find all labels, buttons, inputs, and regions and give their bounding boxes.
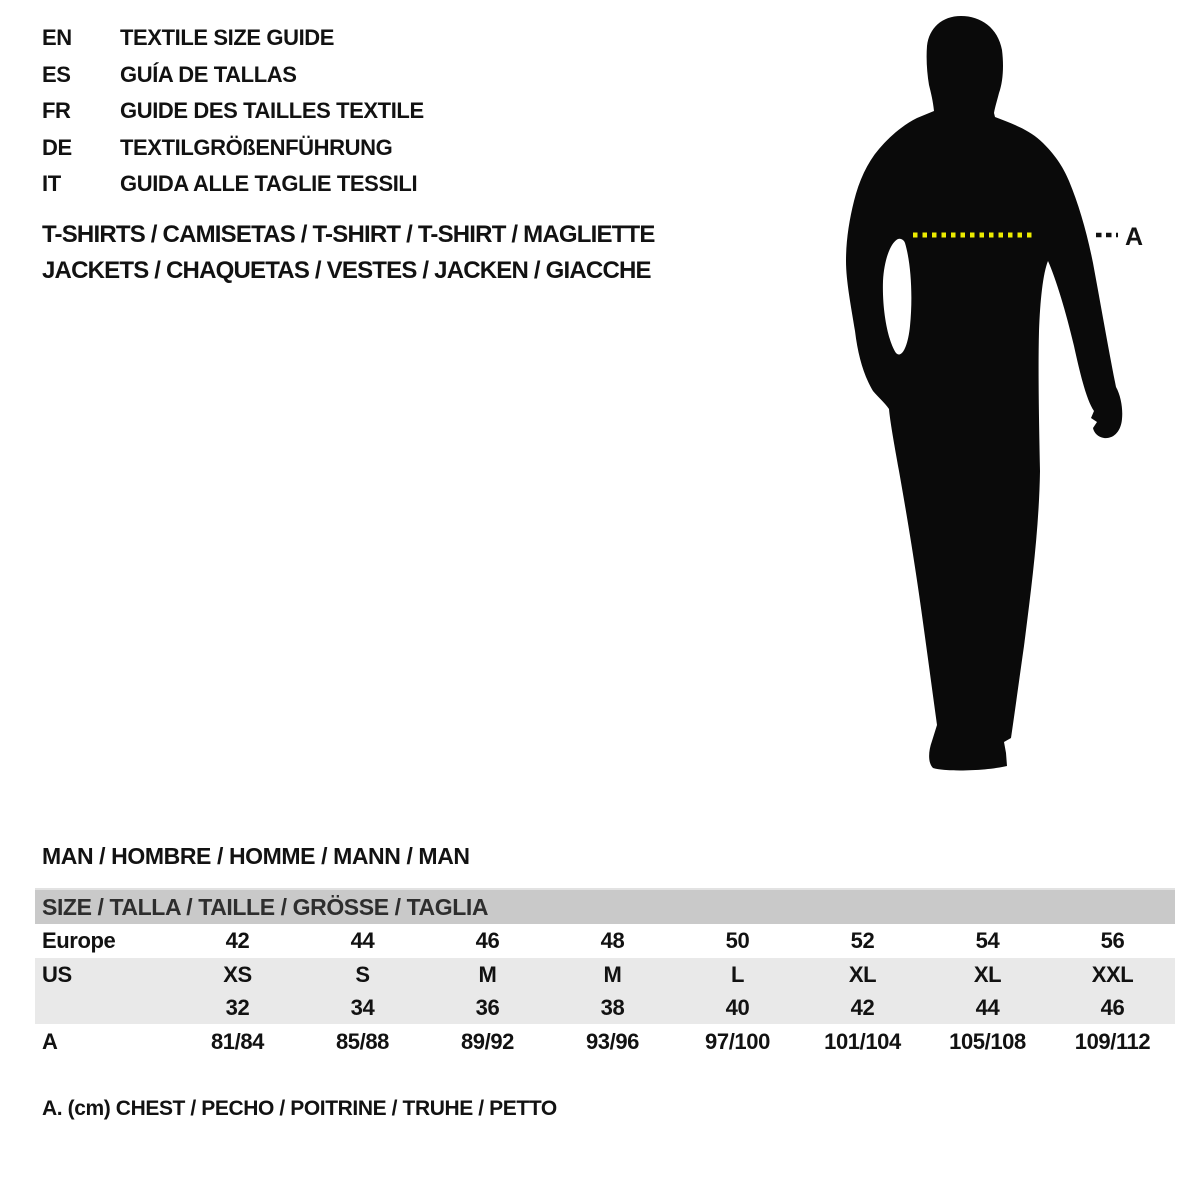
cell: 48: [600, 928, 625, 953]
lang-code: ES: [42, 61, 71, 87]
lang-label: GUIDE DES TAILLES TEXTILE: [120, 98, 424, 124]
lang-code: IT: [42, 171, 61, 197]
cell: XL: [848, 961, 877, 987]
cell: 32: [225, 994, 250, 1020]
lang-row-es: [42, 57, 424, 94]
lang-label: GUÍA DE TALLAS: [120, 61, 297, 87]
cell: XL: [973, 961, 1002, 987]
row-label: US: [42, 961, 72, 987]
lang-label: TEXTILGRÖßENFÜHRUNG: [120, 134, 393, 160]
cell: 89/92: [460, 1029, 515, 1054]
cell: 34: [350, 994, 375, 1020]
cell: 40: [725, 994, 750, 1020]
language-guide-list: [42, 20, 424, 203]
cell: 85/88: [335, 1029, 390, 1054]
lang-row-en: [42, 20, 424, 57]
cell: 105/108: [949, 1029, 1026, 1054]
section-title-man: MAN / HOMBRE / HOMME / MANN / MAN: [42, 843, 470, 869]
category-line-jackets: JACKETS / CHAQUETAS / VESTES / JACKEN / GIACCHE: [42, 257, 651, 284]
cell: 38: [600, 994, 625, 1020]
lang-label: TEXTILE SIZE GUIDE: [120, 25, 335, 51]
measure-label-a: A: [1125, 223, 1143, 251]
cell: 97/100: [705, 1029, 770, 1054]
table-row-us: [35, 958, 1175, 991]
cell: M: [478, 961, 497, 987]
cell: 109/112: [1074, 1029, 1151, 1054]
size-table-header: [35, 888, 1175, 924]
size-table-header-label: SIZE / TALLA / TAILLE / GRÖSSE / TAGLIA: [42, 893, 489, 920]
cell: S: [355, 961, 370, 987]
table-row-europe: [35, 924, 1175, 958]
lang-row-de: [42, 130, 424, 167]
cell: 42: [225, 928, 250, 953]
row-label: A: [42, 1029, 58, 1054]
cell: 52: [850, 928, 875, 953]
cell: M: [603, 961, 622, 987]
cell: XS: [223, 961, 252, 987]
table-row-us-numeric: [35, 991, 1175, 1024]
row-label: Europe: [42, 928, 116, 953]
lang-row-fr: [42, 93, 424, 130]
lang-code: EN: [42, 25, 72, 51]
size-table: [35, 888, 1175, 1060]
cell: 42: [850, 994, 875, 1020]
cell: 50: [725, 928, 750, 953]
cell: 56: [1100, 928, 1125, 953]
man-silhouette: [846, 16, 1122, 770]
cell: L: [730, 961, 745, 987]
cell: 54: [975, 928, 1000, 953]
cell: 44: [975, 994, 1000, 1020]
cell: 44: [350, 928, 375, 953]
lang-label: GUIDA ALLE TAGLIE TESSILI: [120, 171, 418, 197]
cell: 46: [1100, 994, 1125, 1020]
cell: 101/104: [824, 1029, 901, 1054]
cell: 81/84: [210, 1029, 265, 1054]
lang-row-it: [42, 166, 424, 203]
measurement-footnote: A. (cm) CHEST / PECHO / POITRINE / TRUHE / PETTO: [42, 1097, 557, 1120]
cell: XXL: [1091, 961, 1134, 987]
table-row-chest-a: [35, 1024, 1175, 1060]
lang-code: DE: [42, 134, 72, 160]
cell: 36: [475, 994, 500, 1020]
cell: 46: [475, 928, 500, 953]
garment-categories: [42, 217, 655, 289]
cell: 93/96: [585, 1029, 640, 1054]
category-line-tshirts: T-SHIRTS / CAMISETAS / T-SHIRT / T-SHIRT / MAGLIETTE: [42, 221, 655, 248]
man-figure: [760, 0, 1200, 800]
lang-code: FR: [42, 98, 71, 124]
